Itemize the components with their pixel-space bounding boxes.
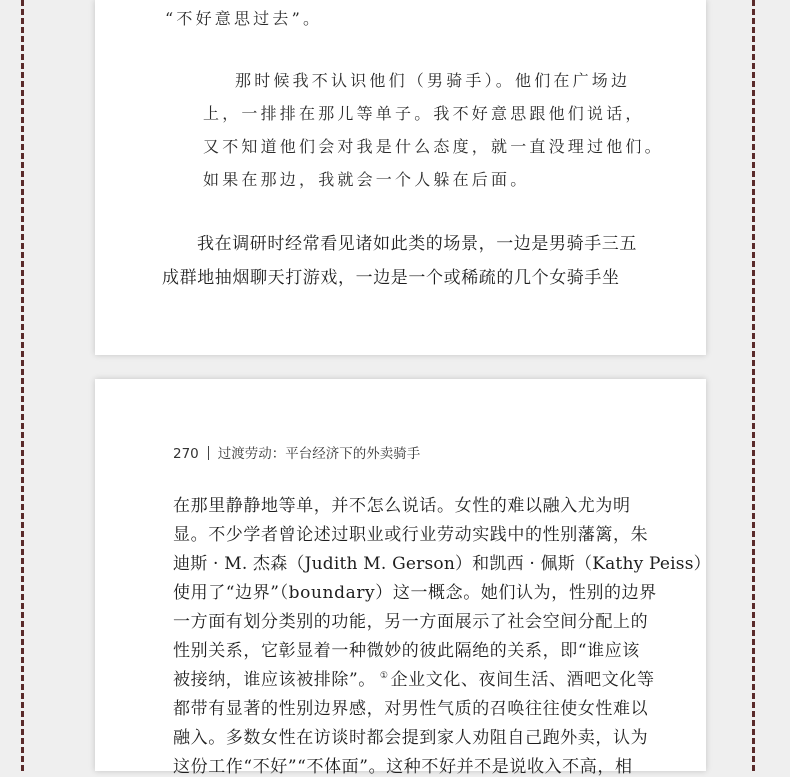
body-text: 被接纳，谁应该被排除”。: [173, 670, 376, 690]
left-dashed-border: [21, 0, 24, 771]
running-header: [173, 442, 420, 462]
body-line: 融入。多数女性在访谈时都会提到家人劝阻自己跑外卖，认为: [173, 728, 649, 748]
book-page-top: [95, 0, 706, 355]
body-line: 成群地抽烟聊天打游戏，一边是一个或稀疏的几个女骑手坐: [162, 268, 620, 288]
right-dashed-border: [752, 0, 755, 771]
header-separator: [208, 446, 209, 460]
page-number: 270: [173, 446, 199, 462]
quote-line: 那时候我不认识他们（男骑手）。他们在广场边: [235, 71, 631, 90]
body-line: 都带有显著的性别边界感，对男性气质的召唤往往使女性难以: [173, 699, 649, 719]
quote-line: 又不知道他们会对我是什么态度，就一直没理过他们。: [203, 137, 664, 156]
body-line: 这份工作“不好”“不体面”。这种不好并不是说收入不高，相: [173, 757, 633, 777]
body-line-with-footnote: [173, 665, 655, 690]
body-line: 性别关系，它彰显着一种微妙的彼此隔绝的关系，即“谁应该: [173, 641, 640, 661]
body-line: 迪斯 · M. 杰森（Judith M. Gerson）和凯西 · 佩斯（Kathy Peiss）: [173, 554, 711, 574]
quote-line: 如果在那边，我就会一个人躲在后面。: [203, 170, 530, 189]
page-first-line: “不好意思过去”。: [165, 9, 323, 28]
body-line: 我在调研时经常看见诸如此类的场景，一边是男骑手三五: [197, 234, 637, 254]
body-line: 显。不少学者曾论述过职业或行业劳动实践中的性别藩篱，朱: [173, 525, 649, 545]
book-page-bottom: [95, 379, 711, 777]
footnote-marker[interactable]: ①: [379, 671, 389, 682]
body-line: 一方面有划分类别的功能，另一方面展示了社会空间分配上的: [173, 612, 649, 632]
body-line: 使用了“边界”（boundary）这一概念。她们认为，性别的边界: [173, 583, 657, 603]
book-title: 过渡劳动：平台经济下的外卖骑手: [217, 446, 421, 462]
body-line: 在那里静静地等单，并不怎么说话。女性的难以融入尤为明: [173, 496, 631, 516]
body-text: 企业文化、夜间生活、酒吧文化等: [390, 670, 655, 690]
quote-line: 上，一排排在那儿等单子。我不好意思跟他们说话，: [203, 104, 645, 123]
